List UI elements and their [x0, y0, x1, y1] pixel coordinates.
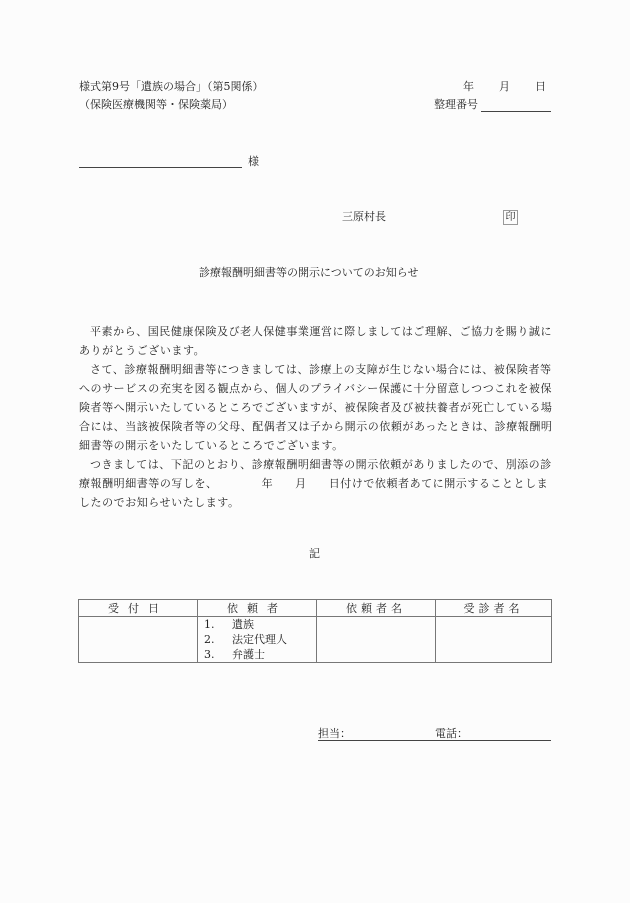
form-subtitle: （保険医療機関等・保険薬局） [79, 98, 233, 111]
header-received-date: 受付日 [79, 600, 198, 617]
requester-cell [198, 617, 317, 663]
reference-number-field[interactable] [481, 111, 551, 112]
paragraph-greeting: 平素から、国民健康保険及び老人保健事業運営に際しましてはご理解、ご協力を賜り誠にありがとうございます。 [79, 325, 552, 357]
paragraph-notice [79, 455, 554, 512]
recipient-honorific: 様 [248, 155, 259, 168]
requester-name-cell[interactable] [317, 617, 436, 663]
sender-name: 三原村長 [342, 210, 386, 223]
reference-number-label: 整理番号 [434, 98, 478, 111]
seal-mark: 印 [503, 210, 518, 225]
received-date-cell[interactable] [79, 617, 198, 663]
header-requester: 依頼者 [198, 600, 317, 617]
requester-option[interactable]: 3. 弁護士 [204, 648, 265, 661]
phone-label: 電話： [435, 727, 468, 740]
contact-line[interactable] [318, 740, 551, 741]
date-month-label: 月 [499, 80, 510, 93]
requester-option[interactable]: 1. 遺族 [204, 618, 254, 631]
notice-month: 月 [295, 477, 307, 490]
table-header-row [79, 600, 552, 617]
date-year-label: 年 [463, 80, 474, 93]
recipient-name-field[interactable] [79, 167, 242, 168]
form-title: 様式第9号「遺族の場合」（第5関係） [79, 80, 264, 93]
notice-text-a: つきましては、下記のとおり、診療報酬明細書等の開示依頼がありましたので、別添の診療報酬明細書等の写しを、 [79, 458, 552, 490]
notice-year: 年 [261, 477, 274, 490]
notice-text-b: 日付けで依頼者あてに開示することとしましたのでお知らせいたします。 [79, 477, 549, 509]
header-patient-name: 受診者名 [436, 600, 552, 617]
body-text [79, 322, 554, 512]
table-row [79, 617, 552, 663]
header-requester-name: 依頼者名 [317, 600, 436, 617]
paragraph-disclosure-policy: さて、診療報酬明細書等につきましては、診療上の支障が生じない場合には、被保険者等へのサービスの充実を図る観点から、個人のプライバシー保護に十分留意しつつこれを被保険者等へ開示いたしているところでございますが、被保険者及び被扶養者が死亡している場合には、当該被保険者等の父母、配偶者又は子から開示の依頼があったときは、診療報酬明細書等の開示をいたしているところでございます。 [79, 363, 553, 452]
patient-name-cell[interactable] [436, 617, 552, 663]
contact-label: 担当： [318, 727, 351, 740]
document-title: 診療報酬明細書等の開示についてのお知らせ [199, 266, 419, 279]
records-table [78, 599, 552, 663]
ki-label: 記 [309, 547, 320, 560]
requester-option[interactable]: 2. 法定代理人 [204, 633, 287, 646]
date-day-label: 日 [535, 80, 546, 93]
